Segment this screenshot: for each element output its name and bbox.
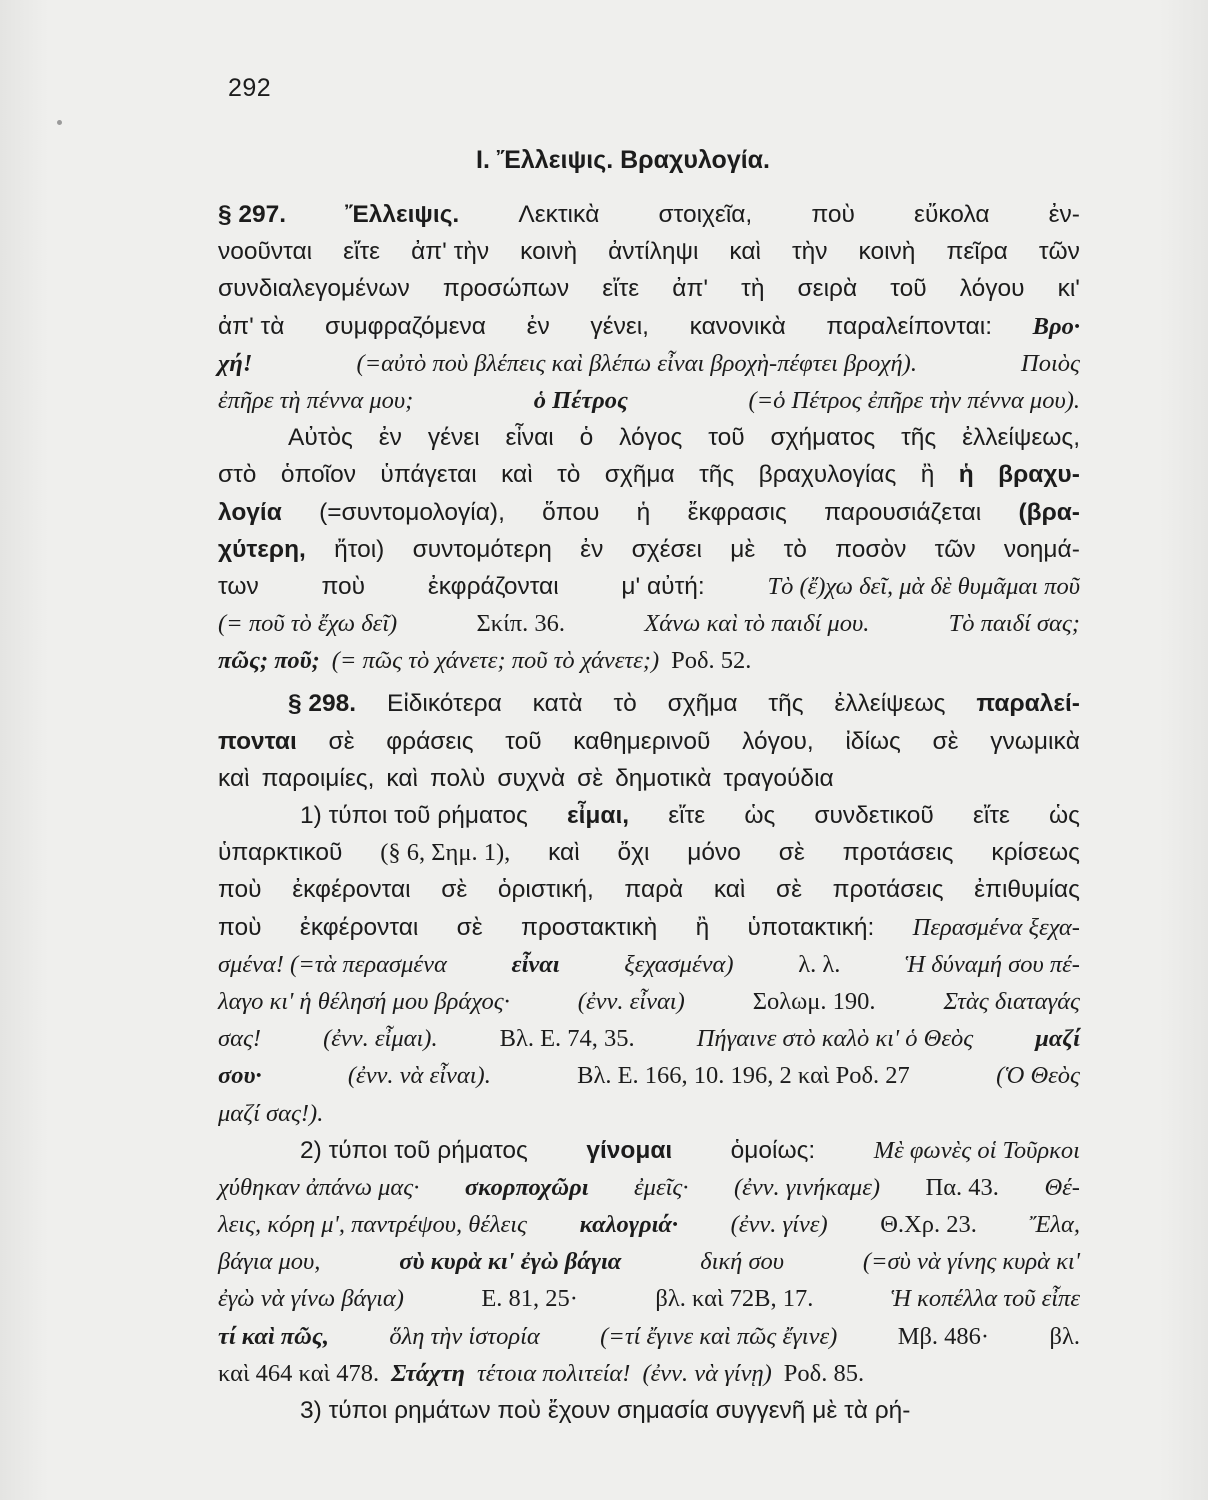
text-fragment: τραγούδια	[723, 764, 834, 792]
text-fragment: ὁ	[579, 424, 594, 452]
text-line	[218, 531, 1080, 568]
text-fragment: νοημά-	[1003, 535, 1080, 563]
text-fragment: τοῦ	[890, 275, 927, 303]
text-line	[218, 1020, 1080, 1057]
text-fragment: (ἐνν. εἶμαι).	[323, 1025, 438, 1053]
text-fragment: εἶναι	[505, 424, 554, 452]
text-fragment: πολὺ	[429, 764, 486, 792]
text-line	[218, 1169, 1080, 1206]
text-fragment: λόγος	[619, 424, 683, 452]
text-fragment: (Ὁ Θεὸς	[996, 1062, 1080, 1090]
text-fragment: (ἐνν. εἶναι)	[577, 987, 685, 1015]
text-line	[218, 270, 1080, 307]
text-fragment: ὅλη τὴν ἱστορία	[389, 1322, 540, 1350]
text-fragment: μαζί σας!).	[218, 1099, 324, 1127]
text-fragment: 3) τύποι ρημάτων ποὺ ἔχουν σημασία συγγενῆ μὲ τὰ ρή-	[300, 1397, 911, 1424]
text-fragment: εἴτε	[343, 238, 381, 266]
text-fragment: Εἰδικότερα	[386, 690, 502, 718]
text-fragment: ὁ Πέτρος	[533, 386, 628, 414]
text-line	[218, 1095, 1080, 1132]
text-fragment: σὲ	[778, 839, 805, 867]
text-fragment: σμένα! (=τὰ περασμένα	[218, 950, 447, 978]
text-fragment: (ἐνν. γινήκαμε)	[734, 1173, 881, 1201]
text-line	[218, 382, 1080, 419]
text-fragment: γνωμικὰ	[990, 727, 1080, 755]
text-fragment: Σκίπ. 36.	[476, 610, 565, 638]
text-fragment: τοῦ	[708, 424, 745, 452]
text-fragment: τὸ	[613, 690, 637, 718]
text-fragment: (=συντομολογία),	[319, 498, 505, 526]
text-fragment: Ἔλα,	[1029, 1211, 1080, 1239]
text-fragment: ξεχασμένα)	[624, 950, 734, 978]
text-line	[218, 605, 1080, 642]
text-fragment: Τὸ (ἔ)χω δεῖ, μὰ δὲ θυμᾶμαι ποῦ	[767, 572, 1080, 600]
text-fragment: λόγου,	[742, 727, 814, 755]
text-fragment: Ποιὸς	[1021, 349, 1080, 377]
text-fragment: μὲ	[730, 535, 756, 563]
text-fragment: εὔκολα	[914, 201, 990, 228]
text-fragment: (=σὺ νὰ γίνης κυρὰ κι'	[862, 1248, 1080, 1276]
text-fragment: καὶ	[729, 238, 761, 266]
text-fragment: ἐν	[526, 312, 550, 340]
text-fragment: καὶ	[218, 764, 250, 792]
text-fragment: Βλ. Ε. 166, 10. 196, 2 καὶ Ροδ. 27	[577, 1062, 910, 1090]
text-fragment: (=αὐτὸ ποὺ βλέπεις καὶ βλέπω εἶναι βροχὴ-πέφτει βροχή).	[356, 349, 917, 377]
text-fragment: ὡς	[744, 802, 776, 829]
text-fragment: Στάχτη	[391, 1359, 466, 1387]
text-fragment: Αὐτὸς	[288, 424, 353, 452]
text-line	[218, 1355, 1080, 1392]
text-fragment: ὑπαρκτικοῦ	[218, 839, 343, 867]
text-fragment: βλ.	[1049, 1322, 1080, 1350]
text-fragment: βλ. καὶ 72Β, 17.	[655, 1285, 814, 1313]
text-line	[218, 345, 1080, 382]
text-fragment: φράσεις	[386, 727, 474, 755]
text-line	[218, 196, 1080, 233]
text-fragment: τῶν	[1038, 238, 1080, 266]
text-fragment: 2) τύποι τοῦ ρήματος	[300, 1136, 528, 1164]
text-fragment: βραχυ-	[998, 461, 1080, 489]
text-fragment: § 298.	[288, 690, 357, 718]
text-fragment: (ἐνν. νὰ γίνῃ)	[642, 1359, 772, 1387]
text-fragment: (=ὁ Πέτρος ἐπῆρε τὴν πέννα μου).	[748, 386, 1080, 414]
text-fragment: ἐγὼ νὰ γίνω βάγια)	[218, 1285, 404, 1313]
section-heading: I. Ἔλλειψις. Βραχυλογία.	[476, 146, 770, 174]
text-fragment: παρὰ	[624, 876, 684, 904]
text-fragment: τὸ	[783, 535, 807, 563]
text-fragment: ἐν-	[1048, 201, 1080, 228]
text-fragment: ἐλλείψεως,	[962, 424, 1080, 452]
text-fragment: σὲ	[456, 913, 483, 941]
text-fragment: καὶ	[386, 764, 418, 792]
text-fragment: Ἡ δύναμή σου πέ-	[905, 950, 1080, 978]
text-fragment: τὴν	[791, 238, 828, 266]
text-fragment: σὲ	[577, 764, 604, 792]
text-fragment: εἴτε	[602, 275, 640, 303]
text-fragment: ἔκφρασις	[687, 498, 787, 526]
text-fragment: προστακτικὴ	[520, 913, 658, 941]
text-fragment: σὺ κυρὰ κι' ἐγὼ βάγια	[399, 1248, 622, 1276]
text-line	[218, 568, 1080, 605]
paper-speck	[57, 120, 62, 125]
text-fragment: μόνο	[687, 839, 741, 867]
text-fragment: λαγο κι' ἡ θέλησή μου βράχος·	[218, 987, 510, 1015]
text-line	[218, 308, 1080, 345]
text-fragment: ὁποῖον	[280, 461, 356, 489]
page-body	[218, 196, 1080, 1429]
text-fragment: (= ποῦ τὸ ἔχω δεῖ)	[218, 610, 398, 638]
text-fragment: Ροδ. 52.	[671, 647, 752, 675]
text-fragment: εἶναι	[511, 950, 560, 978]
text-fragment: σας!	[218, 1025, 262, 1053]
text-fragment: καὶ	[713, 876, 746, 904]
text-fragment: τῆς	[901, 424, 937, 452]
text-fragment: Ἔλλειψις.	[345, 201, 460, 228]
text-fragment: νοοῦνται	[218, 238, 313, 266]
text-fragment: ἀπ' τὰ	[218, 312, 285, 340]
text-line	[218, 871, 1080, 908]
text-line	[218, 1243, 1080, 1280]
text-fragment: (ἐνν. νὰ εἶναι).	[347, 1062, 491, 1090]
text-fragment: τὴ	[741, 275, 765, 303]
text-fragment: κι'	[1057, 275, 1080, 303]
text-fragment: ἤτοι)	[334, 535, 385, 563]
text-fragment: χύθηκαν ἀπάνω μας·	[218, 1173, 420, 1201]
text-fragment: πονται	[218, 727, 297, 755]
text-fragment: (§ 6, Σημ. 1),	[380, 839, 511, 867]
text-fragment: χή!	[218, 349, 253, 377]
text-fragment: Βρο·	[1032, 312, 1080, 340]
text-fragment: Λεκτικὰ	[518, 201, 600, 228]
text-line	[218, 983, 1080, 1020]
text-fragment: προτάσεις	[842, 839, 954, 867]
text-fragment: συνδιαλεγομένων	[218, 275, 410, 303]
text-fragment: λόγου	[959, 275, 1025, 303]
text-fragment: ἐκφέρονται	[292, 876, 411, 904]
text-fragment: ἐμεῖς·	[634, 1173, 689, 1201]
text-fragment: Ροδ. 85.	[783, 1359, 865, 1387]
text-fragment: παραλείπονται:	[826, 312, 993, 340]
text-fragment: των	[218, 572, 259, 600]
text-line	[218, 494, 1080, 531]
text-fragment: συχνὰ	[497, 764, 566, 792]
text-fragment: ποσὸν	[835, 535, 907, 563]
text-fragment: γίνομαι	[586, 1136, 673, 1164]
text-fragment: σὲ	[441, 876, 468, 904]
text-fragment: σχήματος	[770, 424, 876, 452]
text-fragment: ὄχι	[617, 839, 650, 867]
text-fragment: ὁμοίως:	[730, 1136, 816, 1164]
text-fragment: γένει,	[590, 312, 649, 340]
text-fragment: Ε. 81, 25·	[481, 1285, 578, 1313]
text-fragment: σειρὰ	[797, 275, 858, 303]
text-line	[218, 419, 1080, 456]
text-fragment: δημοτικὰ	[615, 764, 712, 792]
text-fragment: λεις, κόρη μ', παντρέψου, θέλεις	[218, 1211, 527, 1239]
text-fragment: συμφραζόμενα	[325, 312, 486, 340]
text-fragment: (ἐνν. γίνε)	[730, 1211, 828, 1239]
text-fragment: ἀπ'	[672, 275, 709, 303]
text-fragment: τοῦ	[505, 727, 542, 755]
text-fragment: λογία	[218, 498, 282, 526]
text-fragment: τί καὶ πῶς,	[218, 1322, 329, 1350]
text-fragment: ἐν	[378, 424, 402, 452]
text-fragment: ἐπιθυμίας	[974, 876, 1080, 904]
text-fragment: Τὸ παιδί σας;	[948, 610, 1080, 638]
text-fragment: σχῆμα	[667, 690, 738, 718]
text-fragment: ἀντίληψι	[608, 238, 699, 266]
text-fragment: παρουσιάζεται	[824, 498, 982, 526]
text-line	[218, 685, 1080, 722]
text-line	[218, 456, 1080, 493]
text-fragment: (βρα-	[1018, 498, 1080, 526]
text-fragment: χύτερη,	[218, 535, 306, 563]
text-fragment: σὲ	[328, 727, 355, 755]
text-fragment: καλογριά·	[579, 1211, 679, 1239]
text-fragment: βάγια μου,	[218, 1248, 321, 1276]
text-fragment: σχῆμα	[604, 461, 675, 489]
text-line	[218, 834, 1080, 871]
text-fragment: ποὺ	[218, 876, 262, 904]
text-fragment: ποὺ	[811, 201, 855, 228]
text-fragment: κανονικὰ	[689, 312, 786, 340]
text-fragment: ἐλλείψεως	[834, 690, 946, 718]
text-fragment: κρίσεως	[991, 839, 1080, 867]
text-line	[218, 642, 1080, 679]
text-line	[218, 909, 1080, 946]
text-fragment: 1) τύποι τοῦ ρήματος	[300, 802, 528, 829]
text-fragment: § 297.	[218, 201, 287, 228]
text-fragment: συνδετικοῦ	[814, 802, 934, 829]
text-fragment: Σολωμ. 190.	[752, 987, 876, 1015]
text-fragment: Θέ-	[1044, 1173, 1080, 1201]
text-fragment: τὸ	[557, 461, 581, 489]
text-line	[218, 1280, 1080, 1317]
text-fragment: (=τί ἔγινε καὶ πῶς ἔγινε)	[600, 1322, 838, 1350]
text-fragment: σου·	[218, 1062, 262, 1090]
text-fragment: καὶ	[501, 461, 533, 489]
text-fragment: καὶ	[548, 839, 580, 867]
text-line	[218, 723, 1080, 760]
text-fragment: κοινὴ	[858, 238, 916, 266]
page-number: 292	[228, 74, 272, 102]
text-fragment: εἶμαι,	[567, 802, 630, 829]
text-fragment: ἡ	[636, 498, 651, 526]
text-line	[218, 1392, 1080, 1429]
text-line	[218, 1132, 1080, 1169]
text-fragment: ἐπῆρε τὴ πέννα μου;	[218, 386, 414, 414]
text-fragment: καὶ 464 καὶ 478.	[218, 1359, 380, 1387]
text-fragment: Πα. 43.	[925, 1173, 999, 1201]
text-fragment: ἰδίως	[845, 727, 901, 755]
text-fragment: σὲ	[775, 876, 803, 904]
text-fragment: σκορποχῶρι	[464, 1173, 589, 1201]
text-line	[218, 1057, 1080, 1094]
text-line	[218, 760, 1080, 797]
text-fragment: τῆς	[768, 690, 804, 718]
text-fragment: ποὺ	[218, 913, 262, 941]
text-fragment: δική σου	[700, 1248, 785, 1276]
text-fragment: εἴτε	[972, 802, 1010, 829]
text-fragment: ἐν	[580, 535, 604, 563]
text-line	[218, 797, 1080, 834]
text-fragment: ὅπου	[542, 498, 600, 526]
text-fragment: κοινὴ	[520, 238, 578, 266]
text-fragment: πεῖρα	[946, 238, 1008, 266]
text-fragment: Μὲ φωνὲς οἱ Τοῦρκοι	[873, 1136, 1080, 1164]
text-fragment: καθημερινοῦ	[573, 727, 711, 755]
text-fragment: ἢ	[920, 461, 935, 489]
text-fragment: Μβ. 486·	[897, 1322, 990, 1350]
text-fragment: Στὰς διαταγάς	[943, 987, 1080, 1015]
text-fragment: τῆς	[699, 461, 735, 489]
text-fragment: πῶς; ποῦ;	[218, 647, 320, 675]
text-fragment: ἢ	[695, 913, 710, 941]
text-fragment: Πήγαινε στὸ καλὸ κι' ὁ Θεὸς	[696, 1025, 974, 1053]
text-fragment: γένει	[427, 424, 480, 452]
text-fragment: Ἡ κοπέλλα τοῦ εἶπε	[890, 1285, 1080, 1313]
text-fragment: σὲ	[932, 727, 959, 755]
text-fragment: (= πῶς τὸ χάνετε; ποῦ τὸ χάνετε;)	[331, 647, 660, 675]
text-fragment: ὁριστική,	[497, 876, 594, 904]
text-fragment: προτάσεις	[832, 876, 944, 904]
text-line	[218, 1206, 1080, 1243]
text-fragment: Χάνω καὶ τὸ παιδί μου.	[644, 610, 870, 638]
text-fragment: σχέσει	[631, 535, 702, 563]
text-fragment: ἐκφράζονται	[427, 572, 559, 600]
text-fragment: μαζί	[1035, 1025, 1080, 1053]
text-fragment: ποὺ	[321, 572, 366, 600]
text-fragment: συντομότερη	[412, 535, 552, 563]
text-fragment: παροιμίες,	[261, 764, 375, 792]
text-fragment: τέτοια πολιτεία!	[477, 1359, 631, 1387]
text-fragment: λ. λ.	[798, 950, 841, 978]
text-fragment: παραλεί-	[976, 690, 1080, 718]
text-fragment: τῶν	[934, 535, 976, 563]
text-line	[218, 233, 1080, 270]
text-fragment: ὡς	[1049, 802, 1080, 829]
text-line	[218, 946, 1080, 983]
text-fragment: προσώπων	[442, 275, 570, 303]
text-fragment: Περασμένα ξεχα-	[912, 913, 1080, 941]
text-fragment: μ' αὐτή:	[621, 572, 705, 600]
text-fragment: στοιχεῖα,	[658, 201, 753, 228]
text-fragment: Βλ. Ε. 74, 35.	[499, 1025, 635, 1053]
text-fragment: ὑποτακτική:	[747, 913, 875, 941]
text-fragment: Θ.Χρ. 23.	[880, 1211, 977, 1239]
text-fragment: ὑπάγεται	[380, 461, 477, 489]
text-fragment: ἡ	[958, 461, 974, 489]
text-fragment: ἀπ' τὴν	[411, 238, 490, 266]
text-fragment: ἐκφέρονται	[299, 913, 419, 941]
text-fragment: στὸ	[218, 461, 257, 489]
text-line	[218, 1318, 1080, 1355]
text-fragment: εἴτε	[668, 802, 706, 829]
text-fragment: κατὰ	[532, 690, 583, 718]
text-fragment: βραχυλογίας	[758, 461, 897, 489]
